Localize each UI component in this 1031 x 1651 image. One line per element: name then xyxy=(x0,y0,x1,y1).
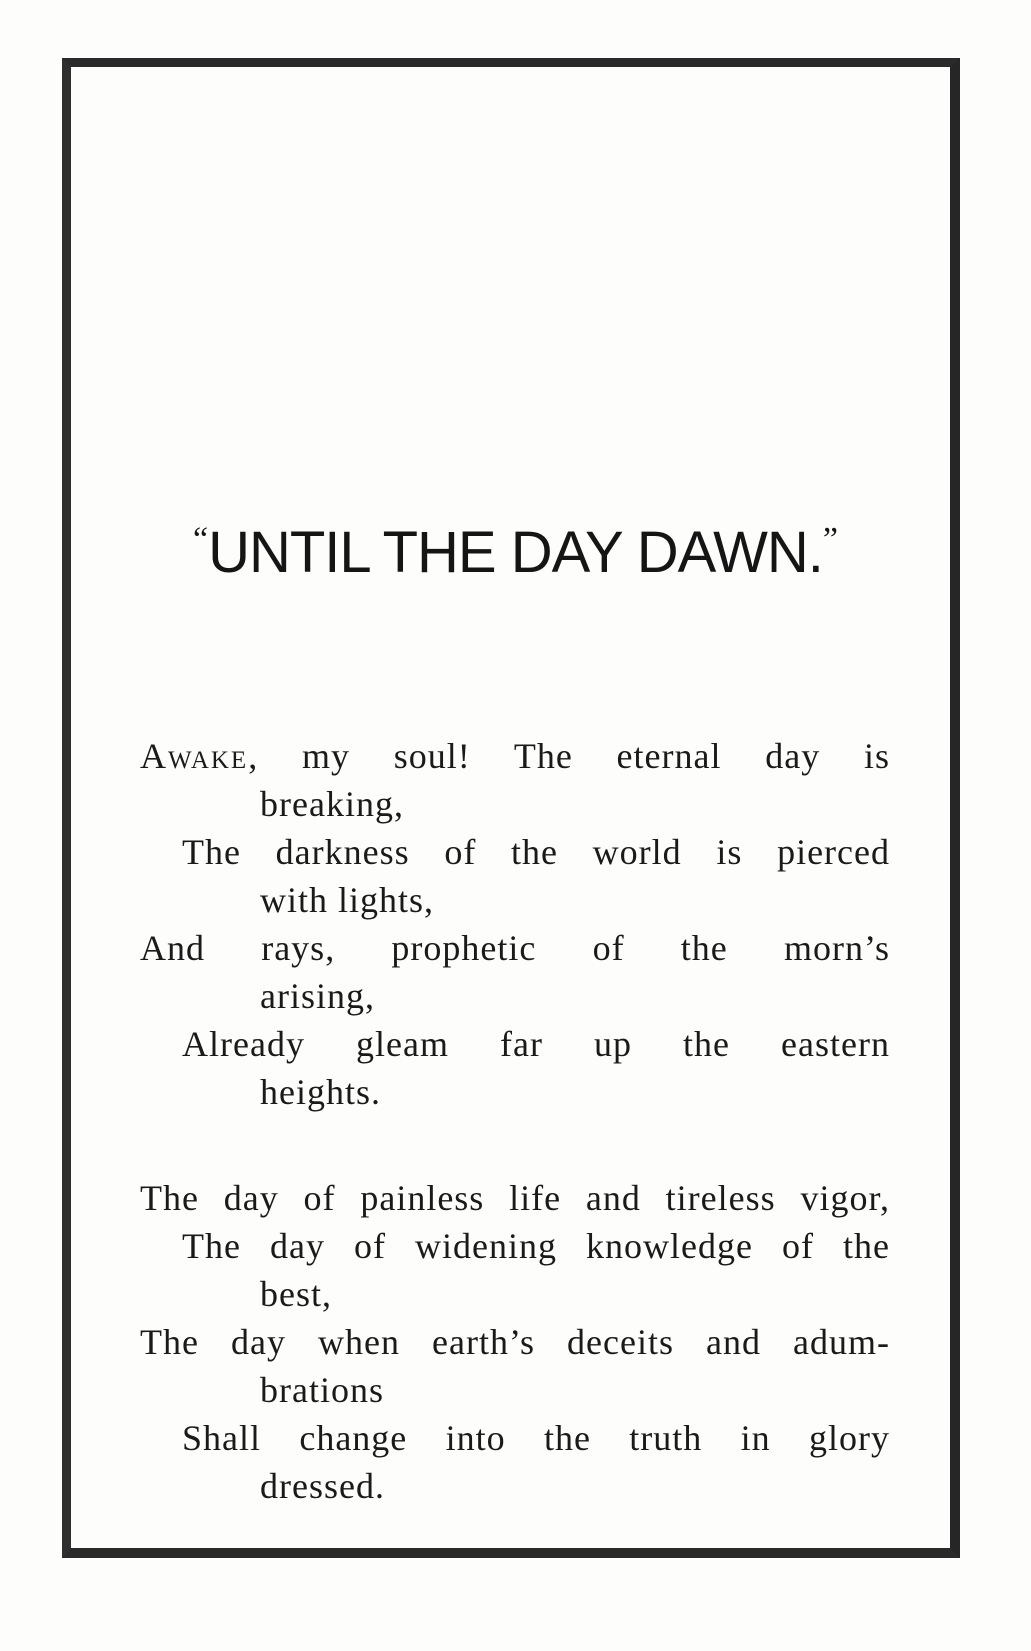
verse-line xyxy=(140,828,890,924)
verse-line-continuation: breaking, xyxy=(260,784,404,824)
verse-lead-word: Awake xyxy=(140,736,249,776)
verse-line xyxy=(140,1020,890,1116)
title-close-quote: ” xyxy=(822,521,838,558)
poem-title xyxy=(0,505,1031,588)
verse-line xyxy=(140,924,890,1020)
title-text: UNTIL THE DAY DAWN. xyxy=(208,520,823,585)
verse-line-text: Shall change into the truth in glory xyxy=(182,1418,890,1458)
verse-line xyxy=(140,732,890,828)
verse-line-continuation: best, xyxy=(260,1274,332,1314)
title-open-quote: “ xyxy=(193,521,209,558)
verse-line xyxy=(140,1222,890,1318)
verse-line-continuation: with lights, xyxy=(260,880,435,920)
stanza-2 xyxy=(140,1174,890,1510)
verse-line-continuation: heights. xyxy=(260,1072,381,1112)
verse-line-continuation: dressed. xyxy=(260,1466,385,1506)
verse-line-text: The day when earth’s deceits and adum- xyxy=(140,1322,890,1362)
verse-line-text: The day of widening knowledge of the xyxy=(182,1226,890,1266)
verse-line-continuation: arising, xyxy=(260,976,375,1016)
verse-line xyxy=(140,1318,890,1414)
stanza-1 xyxy=(140,732,890,1116)
verse-line xyxy=(140,1174,890,1222)
verse-line-text: The darkness of the world is pierced xyxy=(182,832,890,872)
verse-line-text: The day of painless life and tireless vigor, xyxy=(140,1178,890,1218)
verse-line-continuation: brations xyxy=(260,1370,384,1410)
verse-line-text: Awake, my soul! The eternal day is xyxy=(140,736,890,776)
verse-line-text: And rays, prophetic of the morn’s xyxy=(140,928,890,968)
verse-line xyxy=(140,1414,890,1510)
verse-line-text: Already gleam far up the eastern xyxy=(182,1024,890,1064)
